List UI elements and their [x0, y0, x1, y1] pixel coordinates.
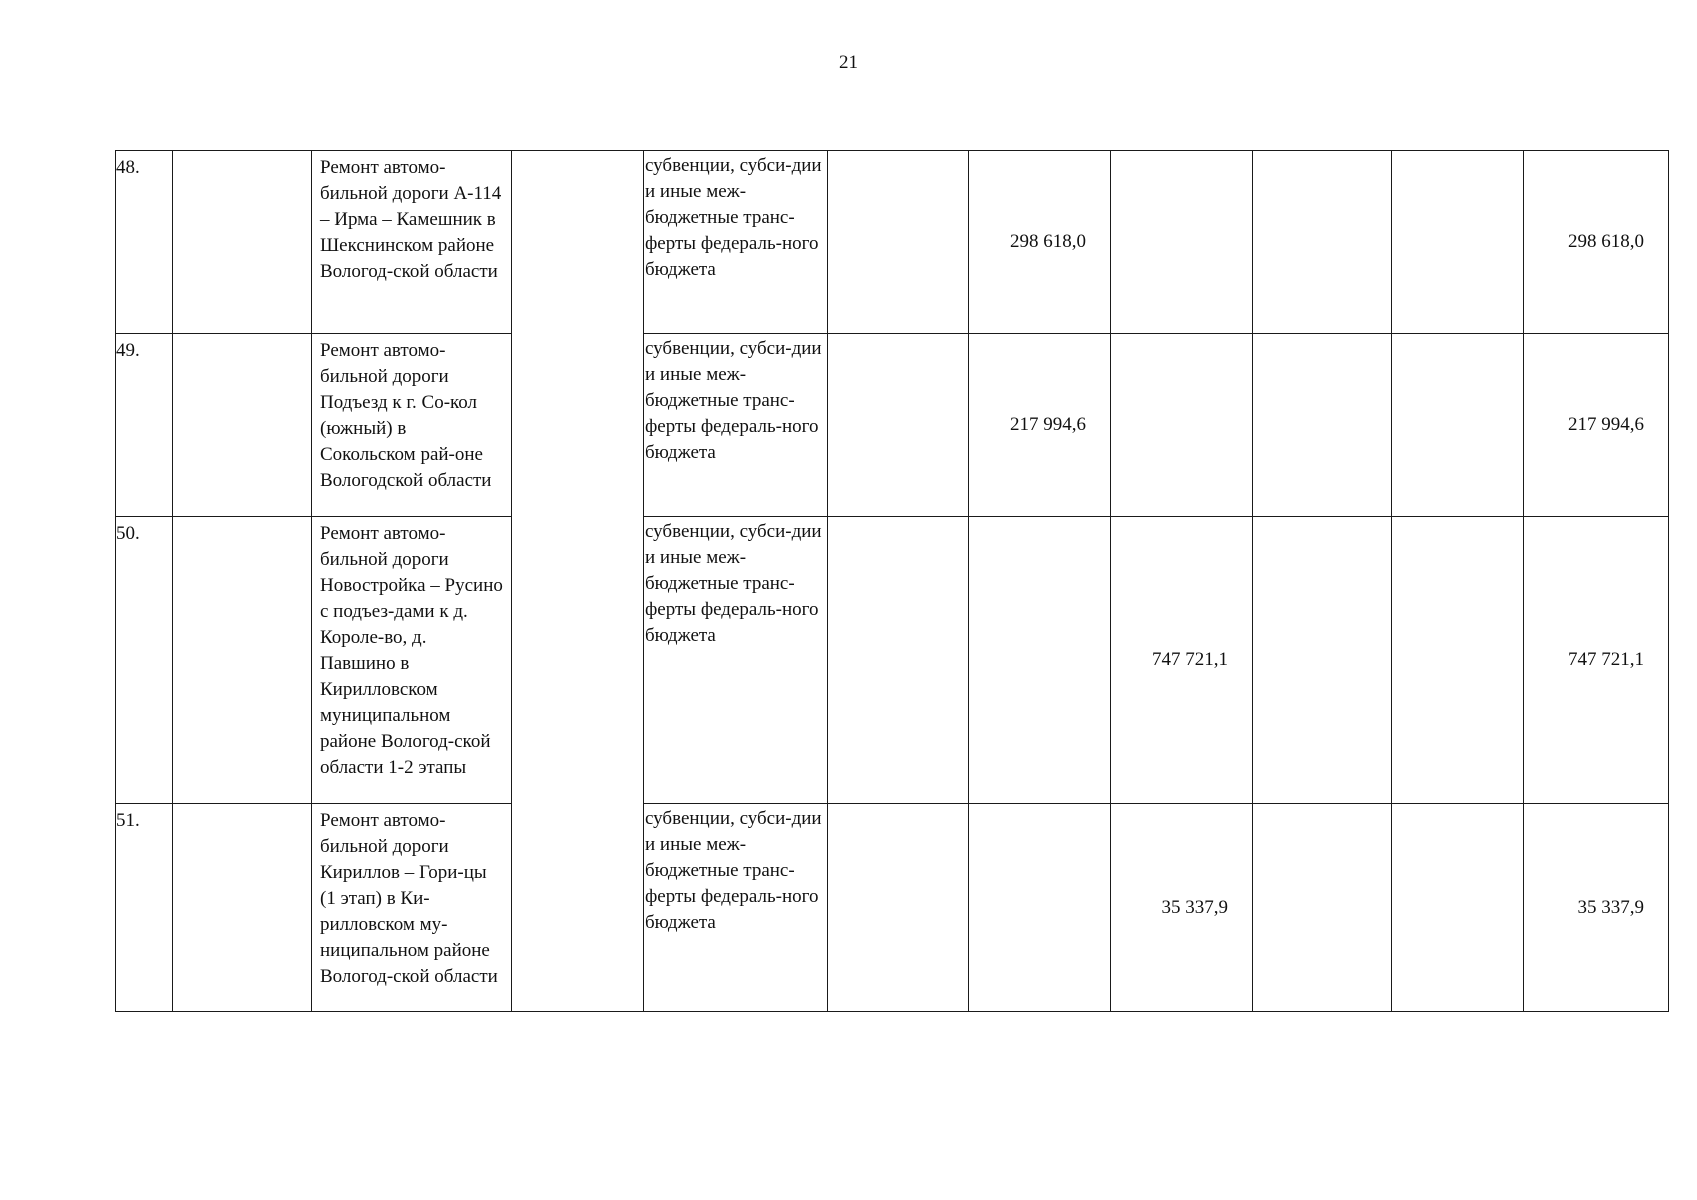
total-cell: 298 618,0: [1524, 151, 1669, 334]
total-cell: 747 721,1: [1524, 517, 1669, 804]
page-number: 21: [839, 52, 858, 73]
row-number: 51.: [116, 804, 173, 1012]
row-number: 48.: [116, 151, 173, 334]
value-cell: [828, 517, 969, 804]
funding-source: субвенции, субси-дии и иные меж-бюджетные транс-ферты федераль-ного бюджета: [644, 334, 828, 517]
value-cell: [1111, 334, 1253, 517]
merged-empty-column: [512, 151, 644, 1012]
table-row: [116, 151, 1669, 334]
table-row: [116, 804, 1669, 1012]
budget-table: [115, 150, 1669, 1012]
object-name: Ремонт автомо-бильной дороги Кириллов – Гори-цы (1 этап) в Ки-рилловском му-ниципальном районе Вологод-ской области: [312, 804, 512, 1012]
total-cell: 217 994,6: [1524, 334, 1669, 517]
empty-cell: [173, 517, 312, 804]
value-cell: 217 994,6: [969, 334, 1111, 517]
value-cell: 747 721,1: [1111, 517, 1253, 804]
object-name: Ремонт автомо-бильной дороги Подъезд к г. Со-кол (южный) в Сокольском рай-оне Вологодской области: [312, 334, 512, 517]
value-cell: [828, 804, 969, 1012]
value-cell: 35 337,9: [1111, 804, 1253, 1012]
empty-cell: [173, 804, 312, 1012]
row-number: 50.: [116, 517, 173, 804]
table-row: [116, 334, 1669, 517]
value-cell: [828, 151, 969, 334]
value-cell: [969, 517, 1111, 804]
total-cell: 35 337,9: [1524, 804, 1669, 1012]
value-cell: [1253, 517, 1392, 804]
value-cell: [828, 334, 969, 517]
value-cell: 298 618,0: [969, 151, 1111, 334]
value-cell: [1392, 517, 1524, 804]
value-cell: [1392, 334, 1524, 517]
funding-source: субвенции, субси-дии и иные меж-бюджетные транс-ферты федераль-ного бюджета: [644, 517, 828, 804]
value-cell: [969, 804, 1111, 1012]
value-cell: [1253, 804, 1392, 1012]
funding-source: субвенции, субси-дии и иные меж-бюджетные транс-ферты федераль-ного бюджета: [644, 804, 828, 1012]
row-number: 49.: [116, 334, 173, 517]
empty-cell: [173, 334, 312, 517]
value-cell: [1111, 151, 1253, 334]
object-name: Ремонт автомо-бильной дороги А-114 – Ирма – Камешник в Шекснинском районе Вологод-ской области: [312, 151, 512, 334]
value-cell: [1253, 334, 1392, 517]
empty-cell: [173, 151, 312, 334]
value-cell: [1392, 804, 1524, 1012]
value-cell: [1253, 151, 1392, 334]
table-row: [116, 517, 1669, 804]
object-name: Ремонт автомо-бильной дороги Новостройка – Русино с подъез-дами к д. Короле-во, д. Павшино в Кирилловском муниципальном районе Вологод-ской области 1-2 этапы: [312, 517, 512, 804]
value-cell: [1392, 151, 1524, 334]
funding-source: субвенции, субси-дии и иные меж-бюджетные транс-ферты федераль-ного бюджета: [644, 151, 828, 334]
